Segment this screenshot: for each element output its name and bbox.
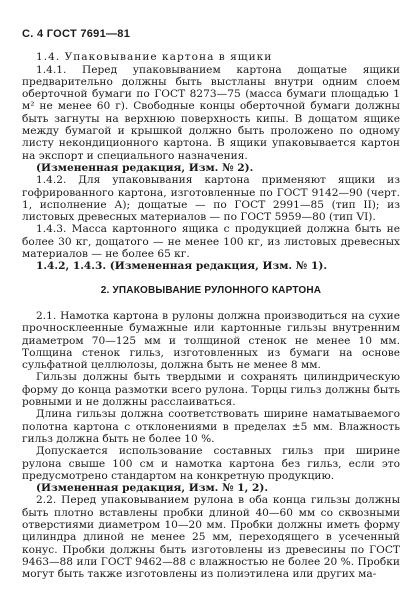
paragraph-1-4-2: 1.4.2. Для упаковывания картона применяют ящики из гофрированного картона, изготовленные по ГОСТ 9142—90 (черт. 1, исполнение А); дощатые — по ГОСТ 2991—85 (тип II); из листовых древесных материалов — по ГОСТ 5959—80 (тип VI). [22,174,400,224]
paragraph-2-2: 2.2. Перед упаковыванием рулона в оба конца гильзы должны быть плотно вставлены пробки длиной 40—60 мм со сквозными отверстиями диаметром 10—20 мм. Пробки должны иметь форму цилиндра длиной не менее 25 мм, переходящего в усеченный конус. Пробки должны быть изготовлены из древесины по ГОСТ 9463—88 или ГОСТ 9462—88 с влажностью не более 20 %. Пробки могут быть также изготовлены из полиэтилена или других ма- [22,494,400,581]
amendment-note-1: (Измененная редакция, Изм. № 2). [36,161,254,174]
paragraph-2-1: 2.1. Намотка картона в рулоны должна производиться на сухие прочносклеенные бумажные или картонные гильзы внутренним диаметром 70—125 мм и толщиной стенок не менее 10 мм. Толщина стенок гильз, изготовленных из бумаги на основе сульфатной целлюлозы, должна быть не менее 8 мм. [22,309,400,372]
paragraph-1-4-3: 1.4.3. Масса картонного ящика с продукцией должна быть не более 30 кг, дощатого — не менее 100 кг, из листовых древесных материалов — не более 65 кг. [22,223,400,261]
amendment-note-3: (Измененная редакция, Изм. № 1, 2). [36,482,269,495]
paragraph-2-1-length: Длина гильзы должна соответствовать ширине наматываемого полотна картона с отклонениями в пределах ±5 мм. Влажность гильз должна быть не более 10 %. [22,408,400,445]
page-header: С. 4 ГОСТ 7691—81 [22,28,131,40]
paragraph-2-1-cores: Гильзы должны быть твердыми и сохранять цилиндрическую форму до конца размотки всего рулона. Торцы гильз должны быть ровными и не должны расслаиваться. [22,371,400,409]
section-1-4-title: 1.4. Упаковывание картона в ящики [36,51,273,64]
section-2-title: 2. УПАКОВЫВАНИЕ РУЛОННОГО КАРТОНА [100,284,322,296]
paragraph-2-1-composite: Допускается использование составных гильз при ширине рулона свыше 100 см и намотка картона без гильз, если это предусмотрено стандартом на конкретную продукцию. [22,445,400,482]
amendment-note-2: 1.4.2, 1.4.3. (Измененная редакция, Изм. № 1). [36,260,328,273]
paragraph-1-4-1: 1.4.1. Перед упаковыванием картона дощатые ящики предварительно должны быть выстланы внутри одним слоем оберточной бумаги по ГОСТ 8273—75 (масса бумаги площадью 1 м² не менее 60 г). Свободные концы оберточной бумаги должны быть загнуты на верхнюю поверхность кипы. В дощатом ящике между бумагой и крышкой должно быть проложено по одному листу некондиционного картона. В ящики упаковывается картон на экспорт и специального назначения. [22,63,400,162]
